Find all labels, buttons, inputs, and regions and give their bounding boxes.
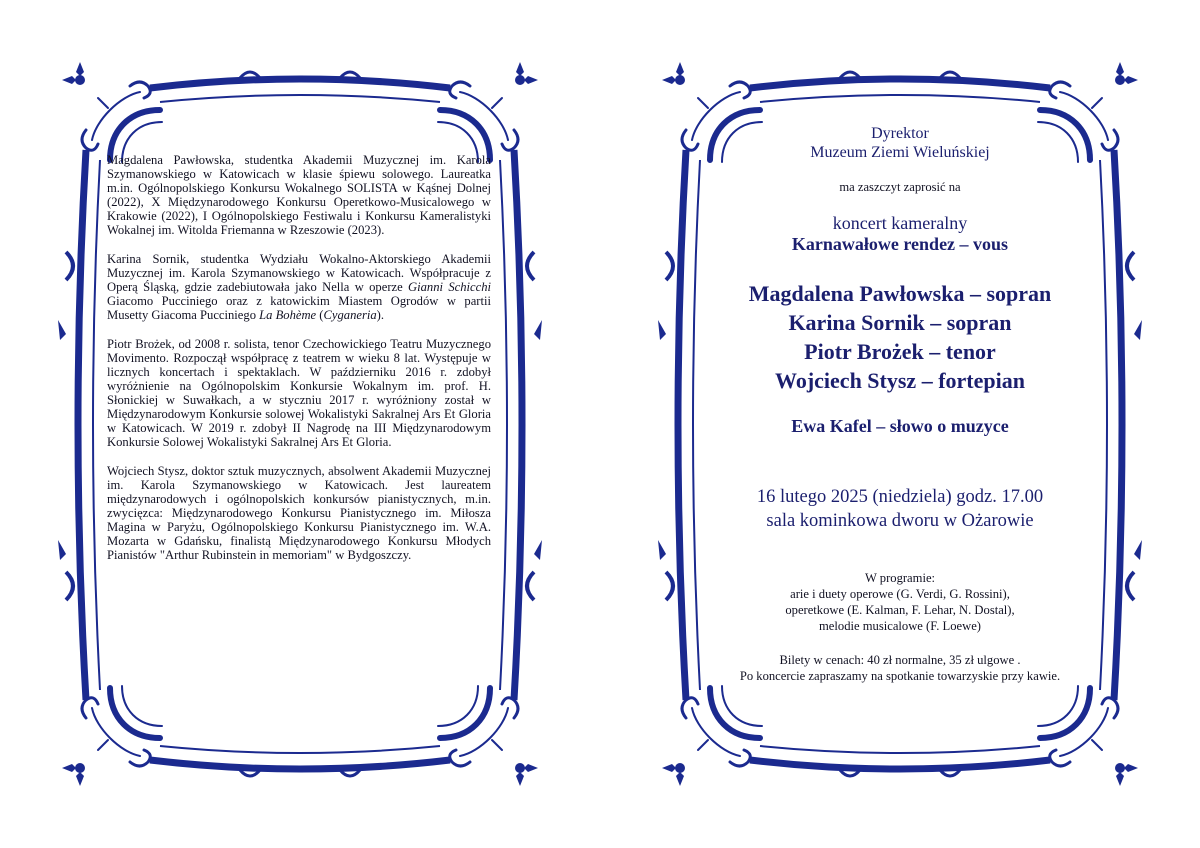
concert-type: koncert kameralny (832, 213, 968, 233)
opera-title-la-boheme: La Bohème (259, 308, 317, 322)
event-venue: sala kominkowa dworu w Ożarowie (766, 511, 1034, 531)
director-line-1: Dyrektor (871, 125, 929, 142)
artists-list (700, 279, 1100, 395)
concert-title: Karnawałowe rendez – vous (791, 234, 1009, 254)
opera-title-cyganeria: Cyganeria (323, 308, 377, 322)
bio-karina-sornik (107, 252, 491, 322)
bio-magdalena-pawlowska: Magdalena Pawłowska, studentka Akademii Muzycznej im. Karola Szymanowskiego w Katowicach w klasie śpiewu solowego. Laureatka m.in. Ogólnopolskiego Konkursu Wokalnego SOLISTA w Kąśnej Dolnej (2022), X Międzynarodowego Konkursu Operetkowo-Musicalowego w Krakowie (2022), I Ogólnopolskiego Festiwalu i Konkursu Kameralistyki Wokalnej im. Witolda Friemanna w Rzeszowie (2023). (107, 153, 491, 237)
event-date: 16 lutego 2025 (niedziela) godz. 17.00 (756, 487, 1044, 507)
bio-karina-text-d: ). (376, 308, 385, 322)
left-page-biographies (107, 153, 491, 577)
opera-title-gianni-schicchi: Gianni Schicchi (408, 280, 491, 294)
director-line-2: Muzeum Ziemi Wieluńskiej (810, 144, 990, 161)
invite-line: ma zaszczyt zaprosić na (839, 180, 961, 194)
ticket-prices: Bilety w cenach: 40 zł normalne, 35 zł ulgowe . (779, 653, 1021, 667)
event-date-venue (700, 485, 1100, 533)
director-heading (700, 124, 1100, 162)
tickets-info (700, 652, 1100, 684)
bio-piotr-brozek: Piotr Brożek, od 2008 r. solista, tenor Czechowickiego Teatru Muzycznego Movimento. Rozpoczął współpracę z teatrem w wieku 8 lat. Występuje w licznych koncertach i spektaklach. W październiku 2016 r. zdobył wyróżnienie na Ogólnopolskim Konkursie Wokalnym im. prof. H. Słonickiej w Suwałkach, a w styczniu 2017 r. wyróżniony został w Międzynarodowym Konkursie solowej Wokalistyki Sakralnej Ars Et Gloria w Katowicach. W 2019 r. zdobył II Nagrodę na III Międzynarodowym Konkursie Solowej Wokalistyki Sakralnej Ars Et Gloria. (107, 337, 491, 449)
artist-item: Piotr Brożek – tenor (804, 339, 996, 364)
artist-item: Karina Sornik – sopran (788, 310, 1012, 335)
bio-karina-text-c: ( (316, 308, 324, 322)
bio-karina-text-a: Karina Sornik, studentka Wydziału Wokalno-Aktorskiego Akademii Muzycznej im. Karola Szymanowskiego w Katowicach. Współpracuje z Operą Śląską, gdzie zadebiutowała jako Nella w operze (107, 252, 491, 294)
bio-wojciech-stysz: Wojciech Stysz, doktor sztuk muzycznych, absolwent Akademii Muzycznej im. Karola Szymanowskiego w Katowicach. Jest laureatem międzynarodowych i ogólnopolskich konkursów pianistycznych, m.in. zwycięzca: Międzynarodowego Konkursu Pianistycznego im. Miłosza Magina w Paryżu, Ogólnopolskiego Konkursu Pianistycznego im. W.A. Mozarta w Gdańsku, finalistą Międzynarodowego Konkursu Młodych Pianistów "Arthur Rubinstein in memoriam" w Bydgoszczy. (107, 464, 491, 562)
right-page-invitation (700, 124, 1100, 684)
program-section (700, 570, 1100, 634)
program-item: operetkowe (E. Kalman, F. Lehar, N. Dostal), (785, 603, 1015, 617)
artist-item: Wojciech Stysz – fortepian (775, 368, 1025, 393)
program-item: arie i duety operowe (G. Verdi, G. Rossini), (790, 587, 1010, 601)
bio-karina-text-b: Giacomo Pucciniego oraz z katowickim Miastem Ogrodów w partii Musetty Giacoma Pucciniego (107, 294, 491, 322)
program-item: melodie musicalowe (F. Loewe) (819, 619, 981, 633)
afterparty-note: Po koncercie zapraszamy na spotkanie towarzyskie przy kawie. (739, 669, 1061, 683)
speaker-line: Ewa Kafel – słowo o muzyce (791, 416, 1009, 436)
program-header: W programie: (864, 571, 936, 585)
artist-item: Magdalena Pawłowska – sopran (748, 281, 1052, 306)
